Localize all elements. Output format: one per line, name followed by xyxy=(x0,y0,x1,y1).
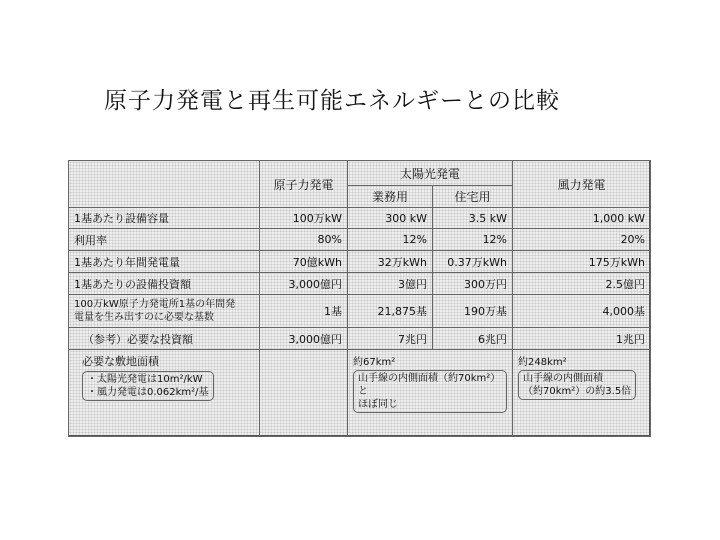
row-label-line: 電量を生み出すのに必要な基数 xyxy=(74,312,214,323)
solar-note-line: ほぼ同じ xyxy=(358,399,398,410)
header-corner xyxy=(69,161,260,208)
cell-wind: 175万kWh xyxy=(513,251,651,273)
header-wind: 風力発電 xyxy=(513,161,651,208)
cell-nuclear: 1基 xyxy=(260,295,348,328)
wind-area: 約248km² xyxy=(518,357,567,368)
cell-business: 32万kWh xyxy=(348,251,433,273)
header-solar-business: 業務用 xyxy=(348,186,433,208)
land-label: 必要な敷地面積 xyxy=(82,355,159,368)
cell-wind: 2.5億円 xyxy=(513,273,651,295)
cell-business: 300 kW xyxy=(348,208,433,229)
cell-business: 21,875基 xyxy=(348,295,433,328)
table-row xyxy=(69,328,651,350)
cell-residential: 6兆円 xyxy=(433,328,513,350)
cell-wind: 20% xyxy=(513,229,651,251)
solar-area: 約67km² xyxy=(353,357,396,368)
land-note-bracket xyxy=(82,371,214,401)
land-note-line: ・風力発電は0.062km²/基 xyxy=(87,387,209,398)
row-label: 1基あたり年間発電量 xyxy=(69,251,260,273)
table-row xyxy=(69,295,651,328)
row-label: 1基あたり設備容量 xyxy=(69,208,260,229)
cell-nuclear: 80% xyxy=(260,229,348,251)
land-nuclear-cell xyxy=(260,350,348,437)
cell-nuclear: 70億kWh xyxy=(260,251,348,273)
page-title: 原子力発電と再生可能エネルギーとの比較 xyxy=(104,88,560,114)
row-label: 利用率 xyxy=(69,229,260,251)
row-label: （参考）必要な投資額 xyxy=(69,328,260,350)
wind-note-line: （約70km²）の約3.5倍 xyxy=(523,386,632,397)
row-label: 1基あたりの設備投資額 xyxy=(69,273,260,295)
land-label-cell xyxy=(69,350,260,437)
cell-nuclear: 100万kW xyxy=(260,208,348,229)
cell-nuclear: 3,000億円 xyxy=(260,273,348,295)
cell-residential: 0.37万kWh xyxy=(433,251,513,273)
cell-wind: 4,000基 xyxy=(513,295,651,328)
cell-business: 3億円 xyxy=(348,273,433,295)
wind-area-bracket xyxy=(518,370,636,400)
cell-residential: 3.5 kW xyxy=(433,208,513,229)
wind-note-line: 山手線の内側面積 xyxy=(523,373,604,384)
cell-residential: 12% xyxy=(433,229,513,251)
solar-area-bracket xyxy=(353,370,507,413)
cell-nuclear: 3,000億円 xyxy=(260,328,348,350)
land-solar-cell xyxy=(348,350,513,437)
cell-business: 12% xyxy=(348,229,433,251)
row-label xyxy=(69,295,260,328)
cell-wind: 1,000 kW xyxy=(513,208,651,229)
header-solar-residential: 住宅用 xyxy=(433,186,513,208)
row-label-line: 100万kW原子力発電所1基の年間発 xyxy=(74,299,236,310)
table-row xyxy=(69,208,651,229)
table-row xyxy=(69,273,651,295)
table-row xyxy=(69,229,651,251)
cell-residential: 190万基 xyxy=(433,295,513,328)
cell-wind: 1兆円 xyxy=(513,328,651,350)
cell-business: 7兆円 xyxy=(348,328,433,350)
comparison-table xyxy=(68,160,651,437)
header-nuclear: 原子力発電 xyxy=(260,161,348,208)
table-row xyxy=(69,251,651,273)
land-note-line: ・太陽光発電は10m²/kW xyxy=(87,374,203,385)
solar-note-line: 山手線の内側面積（約70km²）と xyxy=(358,373,501,397)
header-solar: 太陽光発電 xyxy=(348,161,513,186)
table-row-land xyxy=(69,350,651,437)
land-wind-cell xyxy=(513,350,651,437)
cell-residential: 300万円 xyxy=(433,273,513,295)
